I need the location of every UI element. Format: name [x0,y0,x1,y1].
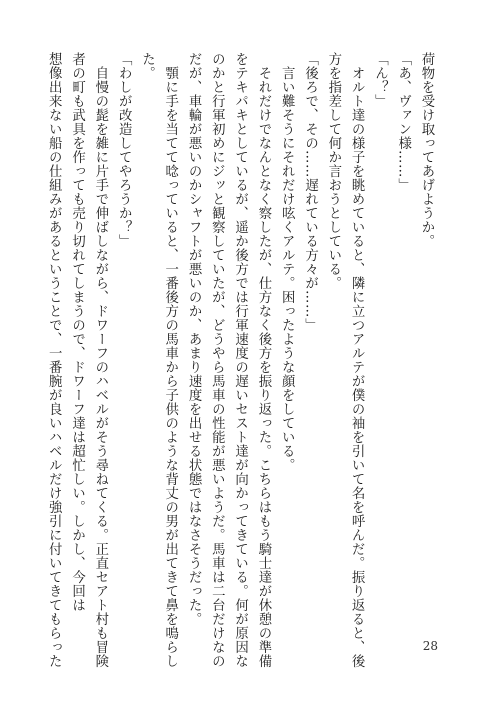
text-line: だが、車輪が悪いのかシャフトが悪いのか、あまり速度を出せる状態ではなさそうだった。 [186,52,202,626]
text-line: 想像出来ない船の仕組みがあるということで、一番腕が良いハベルだけ強引に付いてきてもらった [46,52,62,668]
text-line: 顎に手を当てて唸っていると、一番後方の馬車から子供のような背丈の男が出てきて鼻を鳴らし [162,52,178,668]
text-line: のかと行軍初めにジッと観察していたが、どうやら馬車の性能が悪いようだ。馬車は二台だけなの [209,52,225,668]
text-line: 荷物を受け取ってあげようか。 [419,52,434,248]
text-line: 自慢の髭を雑に片手で伸ばしながら、ドワーフのハベルがそう尋ねてくる。正直セアト村も冒険 [92,52,108,668]
text-line: 者の町も武具を作っても売り切れてしまうので、ドワーフ達は超忙しい。しかし、今回は [69,52,85,612]
page-number: 28 [422,639,438,653]
text-line: 言い難そうにそれだけ呟くアルテ。困ったような顔をしている。 [279,52,295,472]
text-line: オルト達の様子を眺めていると、隣に立つアルテが僕の袖を引いて名を呼んだ。振り返ると、後 [349,52,365,668]
text-line: をテキパキとしているが、遥か後方では行軍速度の遅いセスト達が向かってきている。何が原因な [232,52,248,668]
text-line: た。 [139,52,155,80]
text-line: それだけでなんとなく察したが、仕方なく後方を振り返った。こちらはもう騎士達が休憩の準備 [255,52,271,668]
text-line: 「ん？」 [372,52,388,108]
text-line: 「後ろで、その……遅れている方々が……」 [302,52,318,332]
text-line: 方を指差して何か言おうとしている。 [325,52,341,290]
text-line: 「あ、ヴァン様……」 [395,52,411,192]
text-line: 「わしが改造してやろうか？」 [116,52,132,248]
